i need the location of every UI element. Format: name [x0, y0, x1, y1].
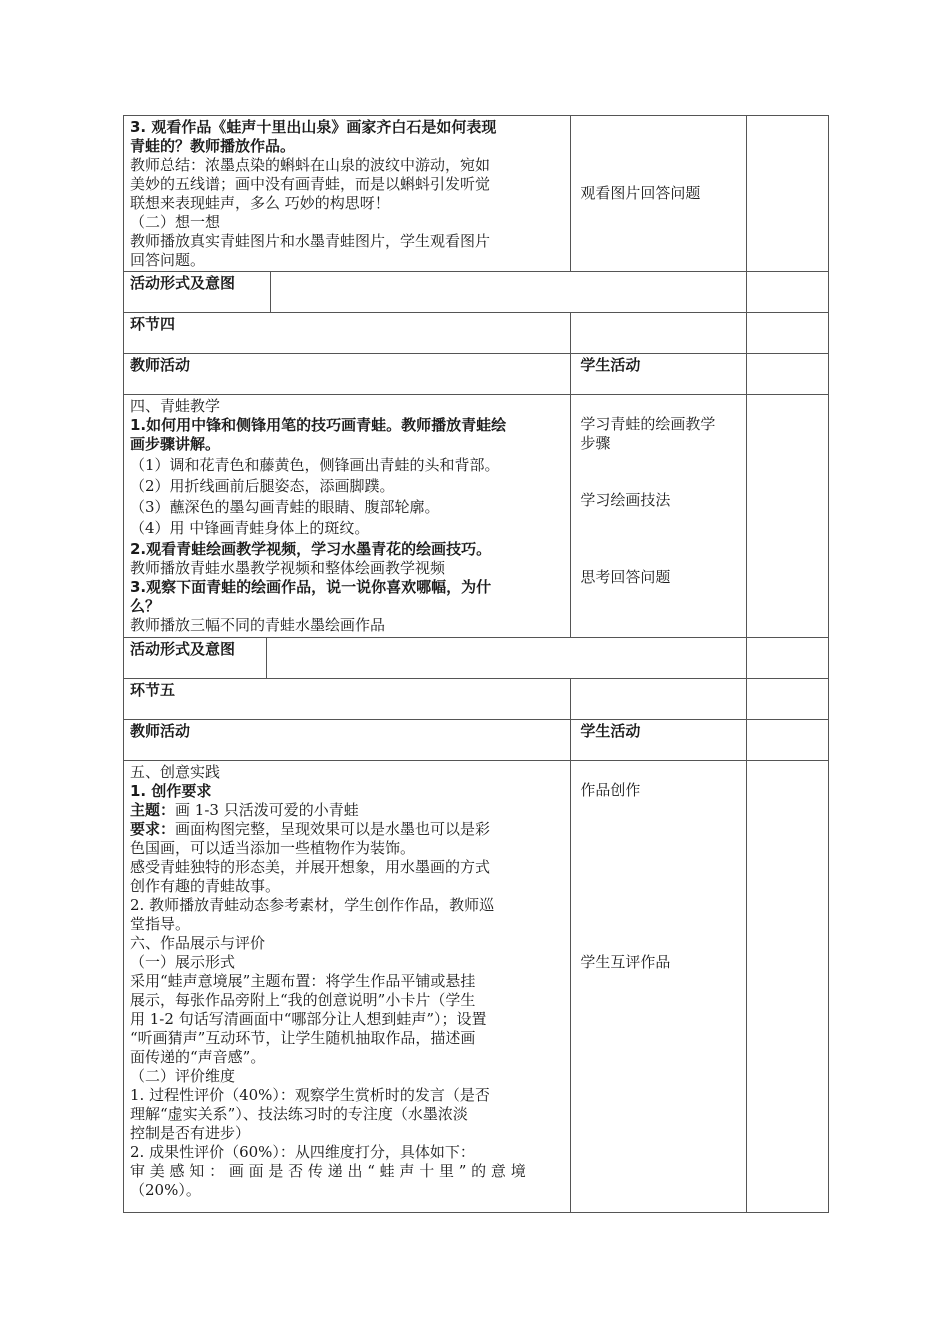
s5-student-0: 作品创作	[580, 781, 641, 799]
s3-line-1: 青蛙的？教师播放作品。	[130, 137, 296, 155]
section5-teacher-cell	[124, 761, 571, 1213]
s5-line-14: “听画猜声”互动环节，让学生随机抽取作品，描述画	[130, 1029, 476, 1047]
s5-line-9: 六、作品展示与评价	[130, 934, 266, 952]
s4-line-1: 1.如何用中锋和侧锋用笔的技巧画青蛙。教师播放青蛙绘	[130, 416, 507, 434]
s4-line-5: （3）蘸深色的墨勾画青蛙的眼睛、腹部轮廓。	[130, 498, 440, 516]
s4-line-8: 教师播放青蛙水墨教学视频和整体绘画教学视频	[130, 559, 446, 577]
s5-line-6: 创作有趣的青蛙故事。	[130, 877, 281, 895]
s5-line-18: 理解“虚实关系”）、技法练习时的专注度（水墨浓淡	[130, 1105, 468, 1123]
s3-line-7: 回答问题。	[130, 251, 206, 269]
s5-line-12: 展示，每张作品旁附上“我的创意说明”小卡片（学生	[130, 991, 476, 1009]
s5-line-7: 2. 教师播放青蛙动态参考素材，学生创作作品，教师巡	[130, 896, 495, 914]
s4-activity-label: 活动形式及意图	[130, 640, 236, 658]
s3-activity-content	[271, 272, 747, 312]
section4-teacher-cell	[124, 395, 571, 638]
section4-header-extra	[747, 354, 829, 395]
s5-line-8: 堂指导。	[130, 915, 191, 933]
section5-header-extra	[747, 720, 829, 761]
s4-student-0: 学习青蛙的绘画教学	[580, 415, 716, 433]
s3-line-0: 3. 观看作品《蛙声十里出山泉》画家齐白石是如何表现	[130, 118, 497, 136]
s5-req-text: 画面构图完整，呈现效果可以是水墨也可以是彩	[175, 820, 491, 838]
section3-activity-row	[124, 272, 747, 313]
s4-line-2: 画步骤讲解。	[130, 435, 221, 453]
s4-line-9: 3.观察下面青蛙的绘画作品，说一说你喜欢哪幅，为什	[130, 578, 492, 596]
s3-line-5: （二）想一想	[130, 213, 221, 231]
s3-line-2: 教师总结：浓墨点染的蝌蚪在山泉的波纹中游动，宛如	[130, 156, 491, 174]
s3-activity-extra	[747, 272, 829, 313]
section5-student-header: 学生活动	[571, 720, 747, 761]
s5-line-5: 感受青蛙独特的形态美，并展开想象，用水墨画的方式	[130, 858, 491, 876]
s5-line-22: （20%）。	[130, 1181, 201, 1199]
s4-activity-content	[267, 638, 747, 678]
section5-title: 环节五	[124, 679, 571, 720]
s5-line-19: 控制是否有进步）	[130, 1124, 251, 1142]
s5-req-label: 要求：	[130, 820, 176, 838]
section5-title-extra	[747, 679, 829, 720]
s4-line-10: 么？	[130, 597, 161, 615]
s5-line-3	[130, 820, 564, 839]
s5-line-17: 1. 过程性评价（40%）：观察学生赏析时的发言（是否	[130, 1086, 490, 1104]
s5-line-20: 2. 成果性评价（60%）：从四维度打分，具体如下：	[130, 1143, 475, 1161]
s4-student-2: 学习绘画技法	[580, 491, 671, 509]
section4-activity-row	[124, 638, 747, 679]
s5-line-1: 1. 创作要求	[130, 782, 212, 800]
section4-title-mid	[571, 313, 747, 354]
s5-line-15: 面传递的“声音感”。	[130, 1048, 266, 1066]
section3-extra-cell	[747, 116, 829, 272]
s4-line-6: （4）用 中锋画青蛙身体上的斑纹。	[130, 519, 370, 537]
s4-line-11: 教师播放三幅不同的青蛙水墨绘画作品	[130, 616, 386, 634]
section5-student-cell	[571, 761, 747, 1213]
s3-student-text: 观看图片回答问题	[580, 184, 701, 202]
s3-line-4: 联想来表现蛙声，多么 巧妙的构思呀！	[130, 194, 390, 212]
s5-line-13: 用 1-2 句话写清画面中“哪部分让人想到蛙声”）；设置	[130, 1010, 487, 1028]
s3-activity-label: 活动形式及意图	[130, 274, 236, 292]
s4-line-0: 四、青蛙教学	[130, 397, 221, 415]
section3-student-cell	[571, 116, 747, 272]
section3-teacher-cell	[124, 116, 571, 272]
s5-theme-text: 画 1-3 只活泼可爱的小青蛙	[175, 801, 359, 819]
section4-title-extra	[747, 313, 829, 354]
s5-line-10: （一）展示形式	[130, 953, 236, 971]
s3-line-6: 教师播放真实青蛙图片和水墨青蛙图片，学生观看图片	[130, 232, 491, 250]
section5-teacher-header: 教师活动	[124, 720, 571, 761]
section4-student-cell	[571, 395, 747, 638]
s4-line-4: （2）用折线画前后腿姿态，添画脚蹼。	[130, 477, 395, 495]
s5-line-21: 审 美 感 知 ： 画 面 是 否 传 递 出 “ 蛙 声 十 里 ” 的 意 境	[130, 1162, 526, 1180]
s4-line-7: 2.观看青蛙绘画教学视频，学习水墨青花的绘画技巧。	[130, 540, 492, 558]
s4-activity-extra	[747, 638, 829, 679]
section5-extra-cell	[747, 761, 829, 1213]
section4-teacher-header: 教师活动	[124, 354, 571, 395]
s5-student-1: 学生互评作品	[580, 953, 671, 971]
s5-line-2	[130, 801, 564, 820]
section4-extra-cell	[747, 395, 829, 638]
s4-line-3: （1）调和花青色和藤黄色，侧锋画出青蛙的头和背部。	[130, 456, 500, 474]
s5-theme-label: 主题：	[130, 801, 176, 819]
section4-title: 环节四	[124, 313, 571, 354]
s4-student-3: 思考回答问题	[580, 568, 671, 586]
s5-line-0: 五、创意实践	[130, 763, 221, 781]
section5-title-mid	[571, 679, 747, 720]
s5-line-4: 色国画，可以适当添加一些植物作为装饰。	[130, 839, 416, 857]
lesson-plan-table	[123, 115, 829, 1213]
section4-student-header: 学生活动	[571, 354, 747, 395]
s3-line-3: 美妙的五线谱；画中没有画青蛙，而是以蝌蚪引发听觉	[130, 175, 491, 193]
s5-line-16: （二）评价维度	[130, 1067, 236, 1085]
s4-student-1: 步骤	[580, 434, 611, 452]
s5-line-11: 采用“蛙声意境展”主题布置：将学生作品平铺或悬挂	[130, 972, 476, 990]
